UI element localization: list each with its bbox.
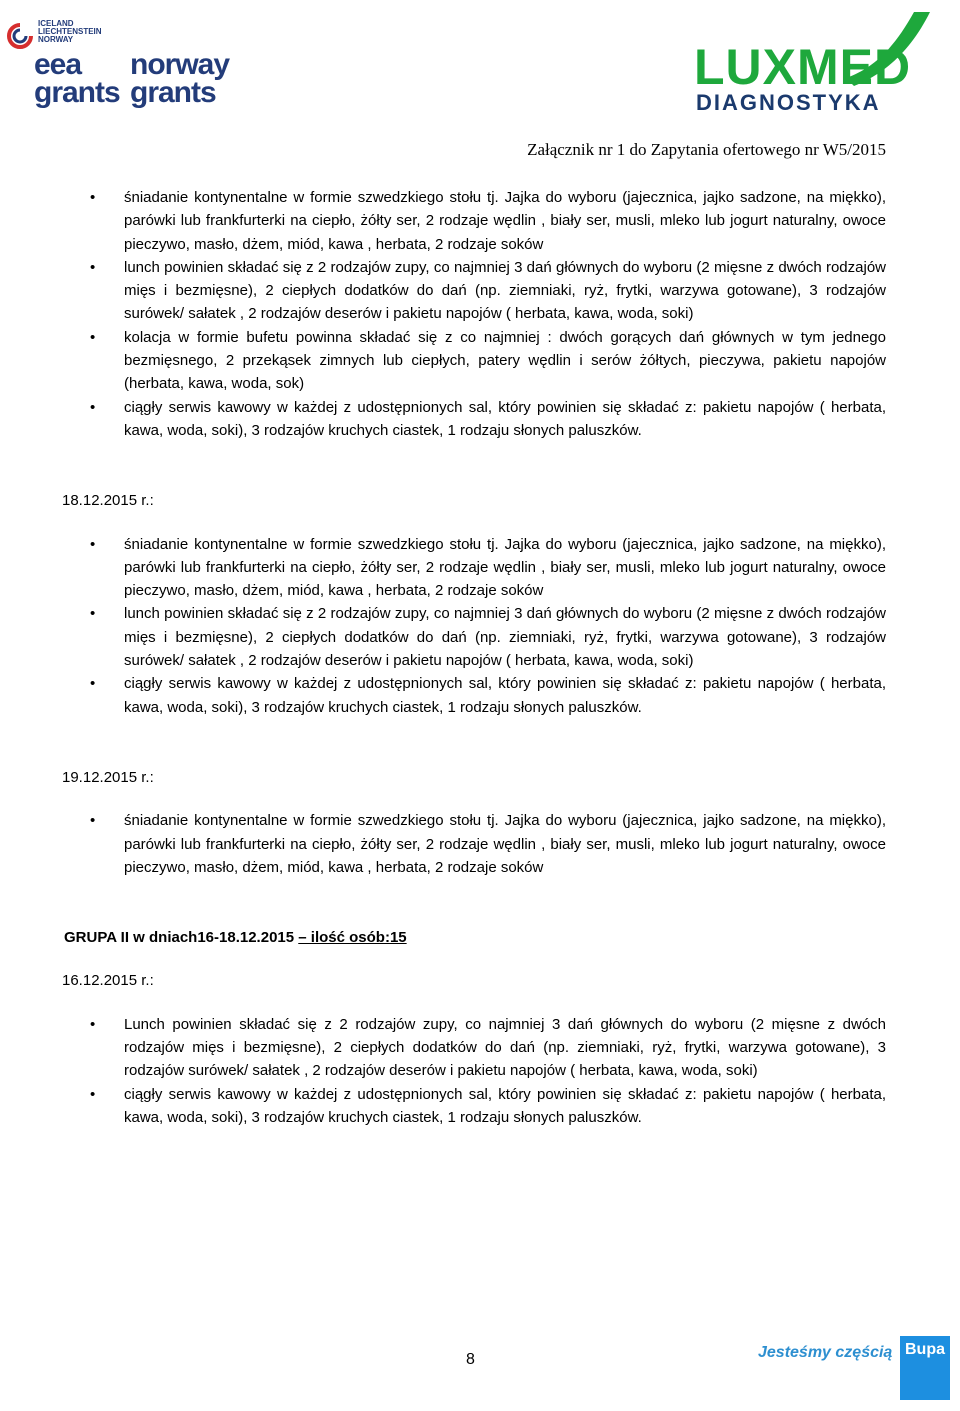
section4-list	[62, 1013, 886, 1129]
eea-grants-word: grants	[34, 76, 120, 109]
luxmed-word: LUXMED	[694, 39, 912, 95]
luxmed-diagnostyka: DIAGNOSTYKA	[696, 90, 881, 115]
eea-country-norway: NORWAY	[38, 35, 74, 44]
bupa-footer-logo	[758, 1336, 950, 1400]
page-number: 8	[466, 1351, 475, 1368]
list-item: • śniadanie kontynentalne w formie szwedzkiego stołu tj. Jajka do wyboru (jajecznica, jajko sadzone, na miękko), parówki lub frankfurterki na ciepło, żółty ser, 2 rodzaje wędlin , biały ser, musli, mleko lub jogurt naturalny, owoce pieczywo, masło, dżem, miód, kawa , herbata, 2 rodzaje soków	[62, 533, 886, 603]
group-heading-count: – ilość osób:15	[298, 929, 407, 947]
list-item: • śniadanie kontynentalne w formie szwedzkiego stołu tj. Jajka do wyboru (jajecznica, jajko sadzone, na miękko), parówki lub frankfurterki na ciepło, żółty ser, 2 rodzaje wędlin , biały ser, musli, mleko lub jogurt naturalny, owoce pieczywo, masło, dżem, miód, kawa , herbata, 2 rodzaje soków	[62, 809, 886, 879]
group-heading-text: GRUPA II w dniach16-18.12.2015	[64, 929, 299, 947]
bupa-word: Bupa	[905, 1341, 945, 1358]
list-item: • Lunch powinien składać się z 2 rodzajów zupy, co najmniej 3 dań głównych do wyboru (2 mięsne z dwóch rodzajów mięs i bezmięsne), 2 ciepłych dodatków do dań (np. ziemniaki, ryż, frytki, warzywa gotowane), 3 rodzajów surówek/ sałatek , 2 rodzajów deserów i pakietu napojów ( herbata, kawa, woda, soki)	[62, 1013, 886, 1083]
bupa-logo-box	[900, 1336, 950, 1400]
eea-word: eea	[34, 48, 82, 81]
list-item: • ciągły serwis kawowy w każdej z udostępnionych sal, który powinien się składać z: pakietu napojów ( herbata, kawa, woda, soki), 3 rodzajów kruchych ciastek, 1 rodzaju słonych paluszków.	[62, 396, 886, 443]
eea-country-liechtenstein: LIECHTENSTEIN	[38, 27, 102, 36]
list-item: • śniadanie kontynentalne w formie szwedzkiego stołu tj. Jajka do wyboru (jajecznica, jajko sadzone, na miękko), parówki lub frankfurterki na ciepło, żółty ser, 2 rodzaje wędlin , biały ser, musli, mleko lub jogurt naturalny, owoce pieczywo, masło, dżem, miód, kawa , herbata, 2 rodzaje soków	[62, 186, 886, 256]
norway-word: norway	[130, 48, 230, 81]
section3-date: 19.12.2015 r.:	[62, 768, 154, 786]
norway-grants-word: grants	[130, 76, 216, 109]
document-body	[62, 186, 886, 1129]
eea-country-list	[38, 20, 102, 44]
section4-date: 16.12.2015 r.:	[62, 972, 154, 990]
section2-date: 18.12.2015 r.:	[62, 492, 154, 510]
list-item: • ciągły serwis kawowy w każdej z udostępnionych sal, który powinien się składać z: pakietu napojów ( herbata, kawa, woda, soki), 3 rodzajów kruchych ciastek, 1 rodzaju słonych paluszków.	[62, 1083, 886, 1130]
luxmed-logo	[694, 8, 934, 113]
list-item: • ciągły serwis kawowy w każdej z udostępnionych sal, który powinien się składać z: pakietu napojów ( herbata, kawa, woda, soki), 3 rodzajów kruchych ciastek, 1 rodzaju słonych paluszków.	[62, 672, 886, 719]
eea-country-iceland: ICELAND	[38, 19, 74, 28]
eea-norway-grants-logo	[6, 18, 236, 109]
section2-list	[62, 533, 886, 719]
section3-list	[62, 809, 886, 879]
eea-logo-circle-icon	[6, 22, 34, 50]
group-heading	[62, 926, 886, 949]
bupa-slogan: Jesteśmy częścią	[758, 1344, 893, 1361]
list-item: • lunch powinien składać się z 2 rodzajów zupy, co najmniej 3 dań głównych do wyboru (2 mięsne z dwóch rodzajów mięs i bezmięsne), 2 ciepłych dodatków do dań (np. ziemniaki, ryż, frytki, warzywa gotowane), 3 rodzajów surówek/ sałatek , 2 rodzajów deserów i pakietu napojów ( herbata, kawa, woda, soki)	[62, 602, 886, 672]
list-item: • kolacja w formie bufetu powinna składać się z co najmniej : dwóch gorących dań głównych w tym jednego bezmięsnego, 2 przekąsek zimnych lub ciepłych, patery wędlin i serów żółtych, pieczywa, pakietu napojów (herbata, kawa, woda, sok)	[62, 326, 886, 396]
list-item: • lunch powinien składać się z 2 rodzajów zupy, co najmniej 3 dań głównych do wyboru (2 mięsne z dwóch rodzajów mięs i bezmięsne), 2 ciepłych dodatków do dań (np. ziemniaki, ryż, frytki, warzywa gotowane), 3 rodzajów surówek/ sałatek , 2 rodzajów deserów i pakietu napojów ( herbata, kawa, woda, soki)	[62, 256, 886, 326]
annex-title: Załącznik nr 1 do Zapytania ofertowego nr W5/2015	[527, 140, 886, 159]
section1-list	[62, 186, 886, 442]
